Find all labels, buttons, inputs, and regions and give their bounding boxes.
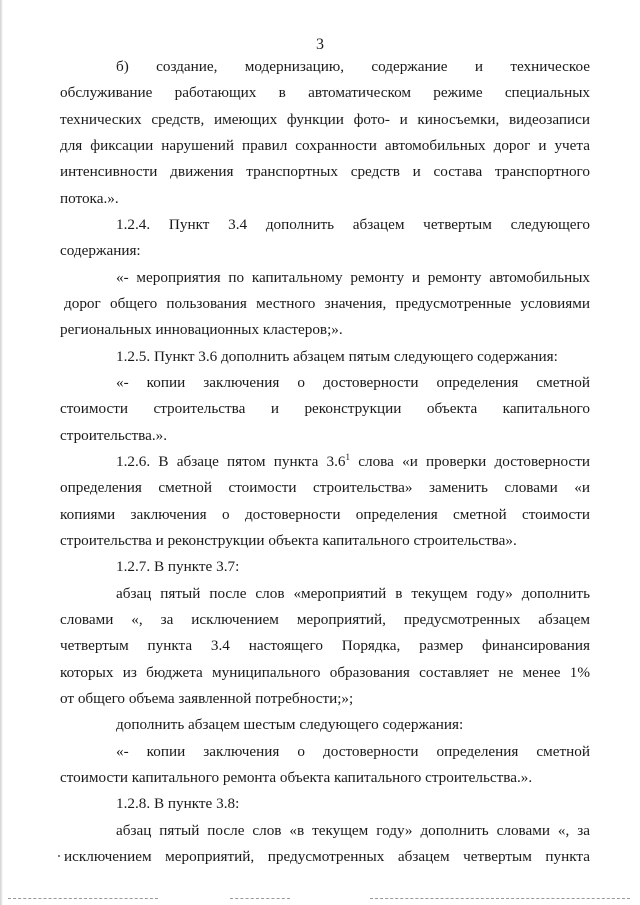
- text-line: дополнить абзацем шестым следующего содержания:: [116, 716, 464, 733]
- text-line: технических средств, имеющих функции фото- и киносъемки, видеозаписи: [60, 111, 590, 128]
- text-line: 1.2.5. Пункт 3.6 дополнить абзацем пятым следующего содержания:: [116, 348, 558, 365]
- text-line: интенсивности движения транспортных средств и состава транспортного: [60, 163, 590, 180]
- text-line: стоимости строительства и реконструкции объекта капитального: [60, 400, 590, 417]
- text-line: «- копии заключения о достоверности определения сметной: [116, 743, 590, 760]
- superscript: 1: [345, 451, 351, 462]
- footer-rule-left: [8, 898, 158, 900]
- text-line: 1.2.4. Пункт 3.4 дополнить абзацем четвертым следующего: [116, 216, 590, 233]
- text-line: стоимости капитального ремонта объекта капитального строительства.».: [60, 769, 533, 786]
- text-line: абзац пятый после слов «в текущем году» дополнить словами «, за: [116, 822, 590, 839]
- text-line: строительства.».: [60, 427, 168, 444]
- text-line: от общего объема заявленной потребности;»;: [60, 690, 354, 707]
- text-line: потока.».: [60, 190, 119, 207]
- text-line: региональных инновационных кластеров;».: [60, 321, 343, 338]
- text-fragment: слова «и проверки достоверности: [350, 453, 590, 470]
- text-line: обслуживание работающих в автоматическом режиме специальных: [60, 84, 590, 101]
- text-line: копиями заключения о достоверности определения сметной стоимости: [60, 506, 590, 523]
- text-line: которых из бюджета муниципального образования составляет не менее 1%: [60, 664, 590, 681]
- text-line: четвертым пункта 3.4 настоящего Порядка, размер финансирования: [60, 637, 590, 654]
- footer-rule-right: [370, 898, 630, 900]
- text-line: словами «, за исключением мероприятий, предусмотренных абзацем: [60, 611, 590, 628]
- text-line: определения сметной стоимости строительства» заменить словами «и: [60, 479, 590, 496]
- text-line: «- мероприятия по капитальному ремонту и ремонту автомобильных: [116, 269, 590, 286]
- scan-speck: [58, 855, 60, 857]
- text-line: для фиксации нарушений правил сохранности автомобильных дорог и учета: [60, 137, 590, 154]
- footer-rule-middle: [230, 898, 290, 900]
- page-number: 3: [316, 36, 324, 53]
- text-line: «- копии заключения о достоверности определения сметной: [116, 374, 590, 391]
- text-fragment: 1.2.6. В абзаце пятом пункта 3.6: [116, 453, 346, 470]
- text-line: 1.2.7. В пункте 3.7:: [116, 558, 240, 575]
- text-line: содержания:: [60, 242, 141, 259]
- scan-shadow-edge: [0, 0, 3, 905]
- text-line: [116, 453, 590, 471]
- text-line: строительства и реконструкции объекта капитального строительства».: [60, 532, 517, 549]
- text-line: абзац пятый после слов «мероприятий в текущем году» дополнить: [116, 585, 590, 602]
- text-line: дорог общего пользования местного значения, предусмотренные условиями: [64, 295, 590, 312]
- text-line: б) создание, модернизацию, содержание и техническое: [116, 58, 590, 75]
- text-line: 1.2.8. В пункте 3.8:: [116, 795, 240, 812]
- text-line: исключением мероприятий, предусмотренных абзацем четвертым пункта: [64, 848, 590, 865]
